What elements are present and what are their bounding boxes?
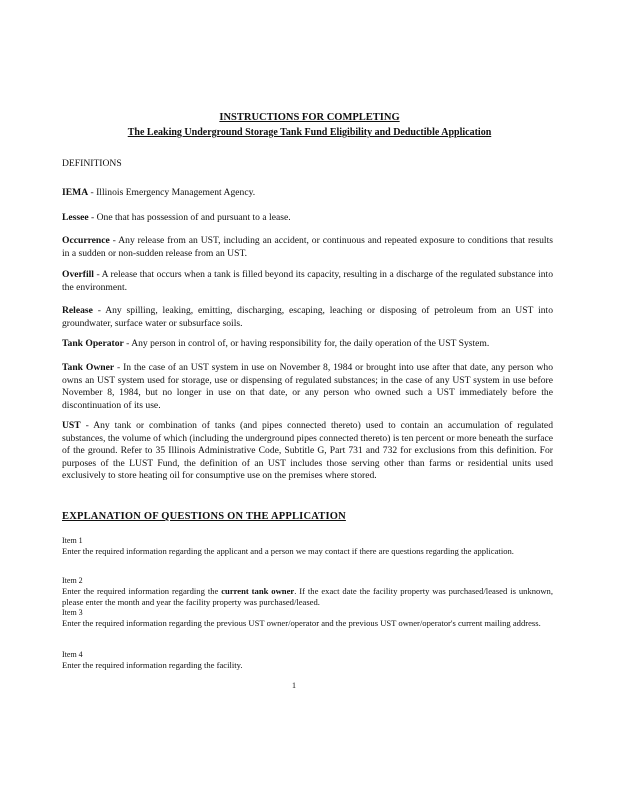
definition-tank-operator [62, 338, 553, 351]
item-2-emphasis: current tank owner [221, 586, 295, 596]
definition-text: - Any tank or combination of tanks (and pipes connected thereto) used to contain an accumulation of regulated substances, the volume of which (including the underground pipes connected thereto) is ten percent or more beneath the surface of the ground. Refer to 35 Illinois Administrative Code, Subtitle G, Part 731 and 732 for exclusions from this definition. For purposes of the LUST Fund, the definition of an UST includes those serving other than farms or residential units used exclusively to store heating oil for consumptive use on the premises where stored. [62, 420, 553, 482]
document-subtitle: The Leaking Underground Storage Tank Fund Eligibility and Deductible Application [127, 127, 492, 138]
definition-text: - Any spilling, leaking, emitting, discharging, escaping, leaching or disposing of petroleum from an UST into groundwater, surface water or subsurface soils. [62, 305, 553, 329]
definition-term: Tank Operator [62, 338, 124, 349]
item-2-text-post: . If the exact date the facility property was purchased/leased is unknown, please enter the month and year the facility property was purchased/leased. [62, 586, 553, 607]
definition-text: - A release that occurs when a tank is filled beyond its capacity, resulting in a discharge of the regulated substance into the environment. [62, 269, 553, 293]
definition-term: Release [62, 305, 93, 316]
definition-overfill [62, 269, 553, 294]
page-number: 1 [292, 681, 296, 690]
item-3-text: Enter the required information regarding the previous UST owner/operator and the previous UST owner/operator's current mailing address. [62, 618, 541, 628]
item-3-label: Item 3 [62, 608, 83, 617]
definition-term: UST [62, 420, 81, 431]
item-4-text: Enter the required information regarding the facility. [62, 660, 243, 670]
definition-text: - Illinois Emergency Management Agency. [88, 187, 256, 198]
definition-text: - Any person in control of, or having responsibility for, the daily operation of the UST System. [123, 338, 490, 349]
definition-release [62, 305, 553, 330]
definition-lessee [62, 212, 553, 225]
definition-term: IEMA [62, 187, 89, 198]
explanation-heading: EXPLANATION OF QUESTIONS ON THE APPLICATION [62, 511, 346, 522]
definition-tank-owner [62, 362, 553, 412]
definition-term: Tank Owner [62, 362, 115, 373]
definition-text: - Any release from an UST, including an accident, or continuous and repeated exposure to conditions that results in a sudden or non-sudden release from an UST. [62, 235, 553, 259]
definition-iema [62, 187, 553, 200]
item-2-text-pre: Enter the required information regarding the [62, 586, 222, 596]
definition-term: Occurrence [62, 235, 110, 246]
item-4-label: Item 4 [62, 650, 83, 659]
item-1-label: Item 1 [62, 536, 83, 545]
definition-occurrence [62, 235, 553, 260]
definition-text: - In the case of an UST system in use on November 8, 1984 or brought into use after that date, any person who owns an UST system used for storage, use or dispensing of regulated substances; in the case of any UST system in use before November 8, 1984, but no longer in use on that date, or any person who owned such a UST immediately before the discontinuation of its use. [62, 362, 553, 411]
definition-term: Lessee [62, 212, 89, 223]
item-2-text [62, 586, 553, 607]
definition-text: - One that has possession of and pursuant to a lease. [88, 212, 291, 223]
item-1-text: Enter the required information regarding the applicant and a person we may contact if there are questions regarding the application. [62, 546, 514, 556]
document-title: INSTRUCTIONS FOR COMPLETING [219, 112, 400, 123]
item-2-label: Item 2 [62, 576, 83, 585]
definitions-heading: DEFINITIONS [62, 158, 122, 169]
definition-term: Overfill [62, 269, 94, 280]
definition-ust [62, 420, 553, 483]
